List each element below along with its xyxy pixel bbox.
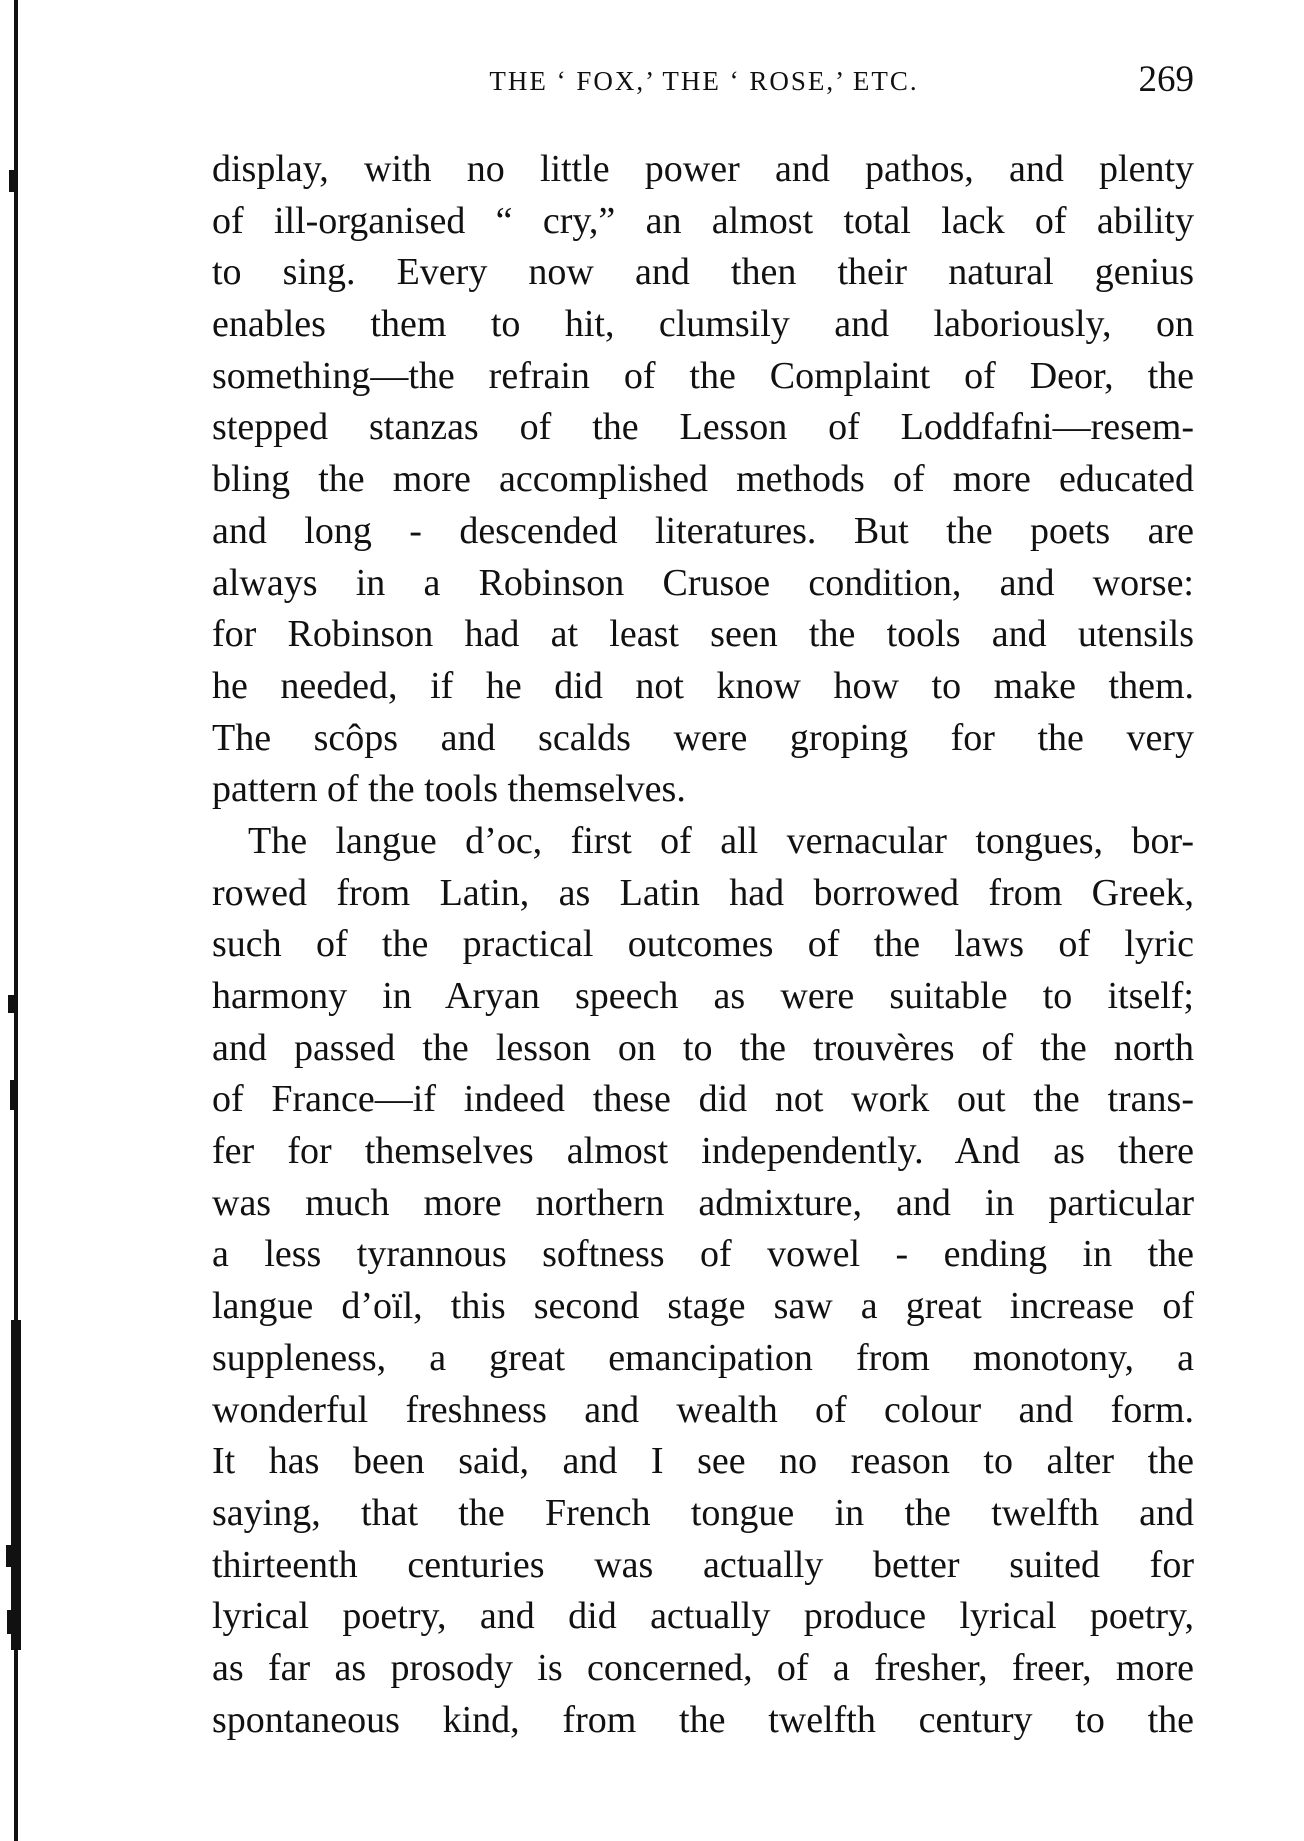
text-line: rowed from Latin, as Latin had borrowed from Greek, — [212, 871, 1194, 914]
text-line: was much more northern admixture, and in particular — [212, 1181, 1194, 1224]
text-line: display, with no little power and pathos, and plenty — [212, 148, 1194, 190]
text-line: such of the practical outcomes of the laws of lyric — [212, 923, 1194, 966]
binding-edge-mark — [6, 1545, 16, 1567]
body-text — [212, 144, 1194, 1746]
binding-edge-mark — [11, 1320, 21, 1650]
text-line: enables them to hit, clumsily and laboriously, on — [212, 303, 1194, 346]
text-line: stepped stanzas of the Lesson of Loddfafni—resem- — [212, 406, 1194, 449]
text-line: as far as prosody is concerned, of a fresher, freer, more — [212, 1646, 1194, 1689]
page-header — [214, 58, 1194, 108]
text-line: he needed, if he did not know how to make them. — [212, 664, 1194, 707]
text-line: something—the refrain of the Complaint of Deor, the — [212, 354, 1194, 397]
text-line: fer for themselves almost independently. And as there — [212, 1130, 1194, 1173]
page-number: 269 — [1138, 59, 1194, 100]
text-line: langue d’oïl, this second stage saw a great increase of — [212, 1285, 1194, 1328]
text-line: The langue d’oc, first of all vernacular tongues, bor- — [248, 819, 1194, 862]
text-line: It has been said, and I see no reason to alter the — [212, 1440, 1194, 1483]
text-line: thirteenth centuries was actually better suited for — [212, 1543, 1194, 1586]
text-line: and long - descended literatures. But the poets are — [212, 509, 1194, 552]
text-line: bling the more accomplished methods of more educated — [212, 458, 1194, 501]
text-line: spontaneous kind, from the twelfth century to the — [212, 1698, 1194, 1741]
text-line: lyrical poetry, and did actually produce lyrical poetry, — [212, 1595, 1194, 1638]
text-line: of ill-organised “ cry,” an almost total lack of ability — [212, 199, 1194, 242]
binding-edge-mark — [8, 995, 15, 1013]
text-line: suppleness, a great emancipation from monotony, a — [212, 1336, 1194, 1379]
binding-edge-mark — [9, 170, 15, 192]
text-line: harmony in Aryan speech as were suitable to itself; — [212, 975, 1194, 1017]
binding-edge-mark — [7, 1610, 19, 1634]
text-line: always in a Robinson Crusoe condition, and worse: — [212, 561, 1194, 604]
text-line: to sing. Every now and then their natural genius — [212, 251, 1194, 294]
text-line: of France—if indeed these did not work out the trans- — [212, 1078, 1194, 1121]
text-line: pattern of the tools themselves. — [212, 768, 686, 811]
text-line: wonderful freshness and wealth of colour and form. — [212, 1388, 1194, 1431]
scan-gutter-edge — [0, 0, 40, 1841]
text-line: The scôps and scalds were groping for the very — [212, 716, 1194, 759]
text-line: and passed the lesson on to the trouvères of the north — [212, 1026, 1194, 1069]
running-head: THE ‘ FOX,’ THE ‘ ROSE,’ ETC. — [489, 66, 919, 96]
text-line: saying, that the French tongue in the twelfth and — [212, 1491, 1194, 1534]
text-line: a less tyrannous softness of vowel - ending in the — [212, 1233, 1194, 1276]
text-line: for Robinson had at least seen the tools and utensils — [212, 613, 1194, 656]
binding-edge-mark — [10, 1080, 18, 1110]
